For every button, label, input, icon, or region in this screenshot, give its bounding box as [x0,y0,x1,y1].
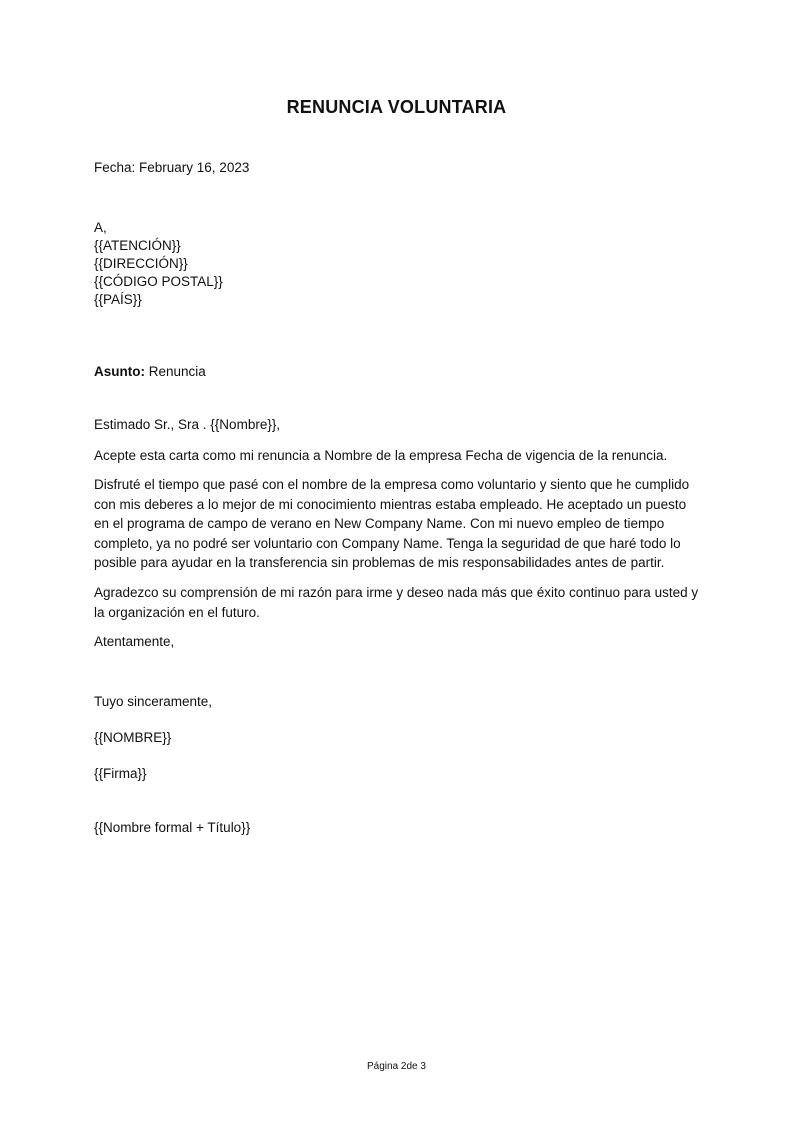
recipient-to: A, [94,220,107,235]
closing: Atentamente, [94,634,175,649]
paragraph-1: Acepte esta carta como mi renuncia a Nombre de la empresa Fecha de vigencia de la renuncia. [94,448,668,463]
recipient-country: {{PAÍS}} [94,292,142,307]
paragraph-3: Agradezco su comprensión de mi razón para irme y deseo nada más que éxito continuo para usted y la organización en el futuro. [94,585,699,620]
recipient-attention: {{ATENCIÓN}} [94,238,181,253]
page-number: Página 2de 3 [367,1061,426,1072]
subject-label: Asunto: [94,364,145,379]
formal-name-placeholder: {{Nombre formal + Título}} [94,820,251,835]
date-line: Fecha: February 16, 2023 [94,160,250,175]
recipient-address: {{DIRECCIÓN}} [94,256,188,271]
salutation: Estimado Sr., Sra . {{Nombre}}, [94,417,281,432]
subject-value: Renuncia [148,364,206,379]
paragraph-2: Disfruté el tiempo que pasé con el nombre de la empresa como voluntario y siento que he cumplido con mis deberes a lo mejor de mi conocimiento mientras estaba empleado. He aceptado un puesto en el programa de campo de verano en New Company Name. Con mi nuevo empleo de tiempo completo, ya no podré ser voluntario con Company Name. Tenga la seguridad de que haré todo lo posible para ayudar en la transferencia sin problemas de mis responsabilidades antes de partir. [94,477,690,570]
subject-line [94,363,206,381]
sign-off: Tuyo sinceramente, [94,694,213,709]
name-placeholder: {{NOMBRE}} [94,730,172,745]
signature-placeholder: {{Firma}} [94,766,147,781]
recipient-postal-code: {{CÓDIGO POSTAL}} [94,274,223,289]
document-title: RENUNCIA VOLUNTARIA [286,97,507,117]
